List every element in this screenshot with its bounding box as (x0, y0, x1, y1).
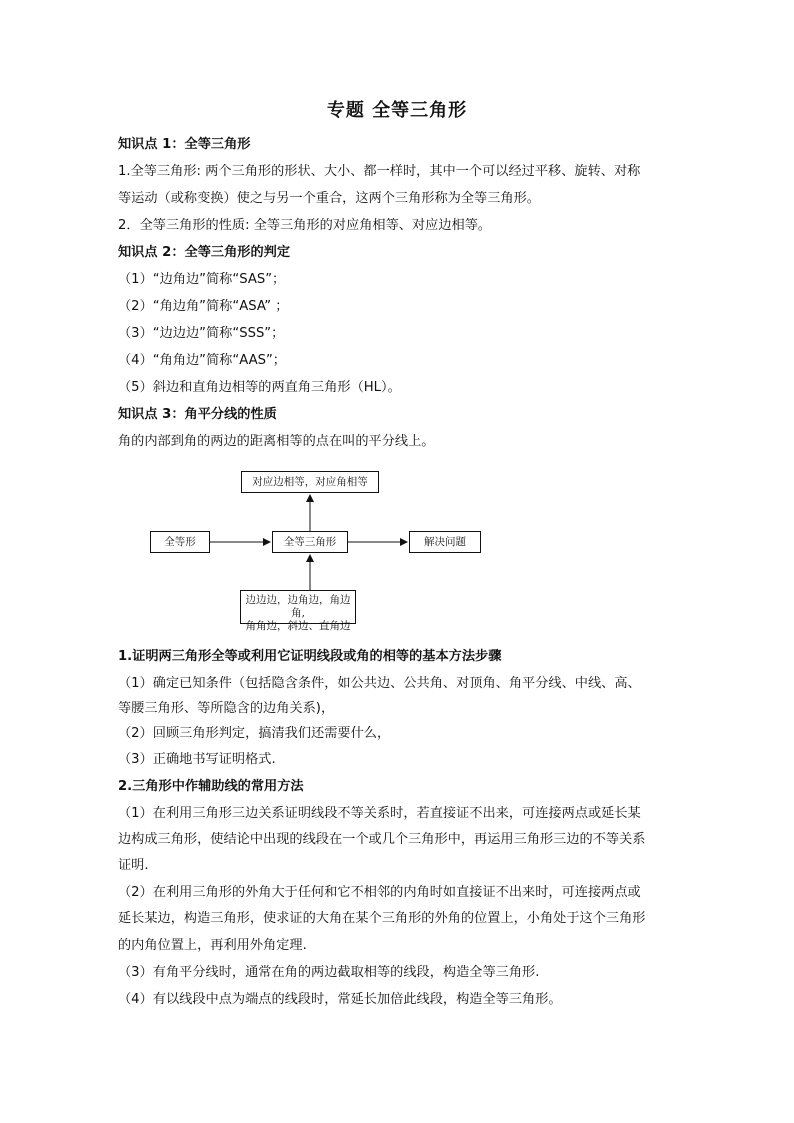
diagram-box-congruent-triangles: 全等三角形 (272, 531, 348, 553)
section-3-heading: 知识点 3：角平分线的性质 (118, 407, 277, 422)
paragraph-line: 延长某边，构造三角形，使求证的大角在某个三角形的外角的位置上，小角处于这个三角形 (118, 911, 646, 926)
paragraph-line: （2）在利用三角形的外角大于任何和它不相邻的内角时如直接证不出来时，可连接两点或 (118, 885, 641, 900)
list-item: （5）斜边和直角边相等的两直角三角形（HL）。 (118, 380, 401, 395)
diagram-box-properties: 对应边相等，对应角相等 (241, 471, 379, 493)
paragraph-line: 1.全等三角形: 两个三角形的形状、大小、都一样时，其中一个可以经过平移、旋转、对称 (118, 164, 641, 179)
paragraph-line: （1）确定已知条件（包括隐含条件，如公共边、公共角、对顶角、角平分线、中线、高、 (118, 676, 641, 691)
diagram-arrows (145, 463, 495, 628)
diagram-box-criteria: 边边边，边角边，角边角, 角角边，斜边、直角边 (240, 590, 356, 624)
paragraph-line: 2．全等三角形的性质: 全等三角形的对应角相等、对应边相等。 (118, 218, 492, 233)
diagram-box-congruent-figures: 全等形 (150, 531, 210, 553)
paragraph-line: （4）有以线段中点为端点的线段时，常延长加倍此线段，构造全等三角形。 (118, 992, 562, 1007)
method-2-heading: 2.三角形中作辅助线的常用方法 (118, 779, 304, 794)
list-item: （2）“角边角”简称“ASA” ； (118, 299, 289, 314)
diagram-box-solve-problems: 解决问题 (409, 531, 481, 553)
paragraph-line: 的内角位置上，再利用外角定理. (118, 938, 307, 953)
section-1-heading: 知识点 1：全等三角形 (118, 137, 251, 152)
paragraph-line: 角的内部到角的两边的距离相等的点在叫的平分线上。 (118, 434, 435, 449)
paragraph-line: 等运动（或称变换）使之与另一个重合，这两个三角形称为全等三角形。 (118, 191, 540, 206)
method-1-heading: 1.证明两三角形全等或利用它证明线段或角的相等的基本方法步骤 (118, 649, 502, 664)
paragraph-line: （3）有角平分线时，通常在角的两边截取相等的线段，构造全等三角形. (118, 965, 540, 980)
paragraph-line: 等腰三角形、等所隐含的边角关系)， (118, 701, 335, 716)
paragraph-line: 边构成三角形，使结论中出现的线段在一个或几个三角形中，再运用三角形三边的不等关系 (118, 832, 646, 847)
page-title: 专题 全等三角形 (326, 100, 468, 121)
list-item: （1）“边角边”简称“SAS”； (118, 272, 286, 287)
list-item: （3）“边边边”简称“SSS”； (118, 326, 285, 341)
paragraph-line: （3）正确地书写证明格式. (118, 752, 276, 767)
paragraph-line: 证明. (118, 858, 149, 873)
paragraph-line: （2）回顾三角形判定，搞清我们还需要什么， (118, 726, 391, 741)
concept-diagram (145, 463, 495, 632)
list-item: （4）“角角边”简称“AAS”； (118, 353, 286, 368)
paragraph-line: （1）在利用三角形三边关系证明线段不等关系时，若直接证不出来，可连接两点或延长某 (118, 806, 641, 821)
section-2-heading: 知识点 2：全等三角形的判定 (118, 245, 291, 260)
